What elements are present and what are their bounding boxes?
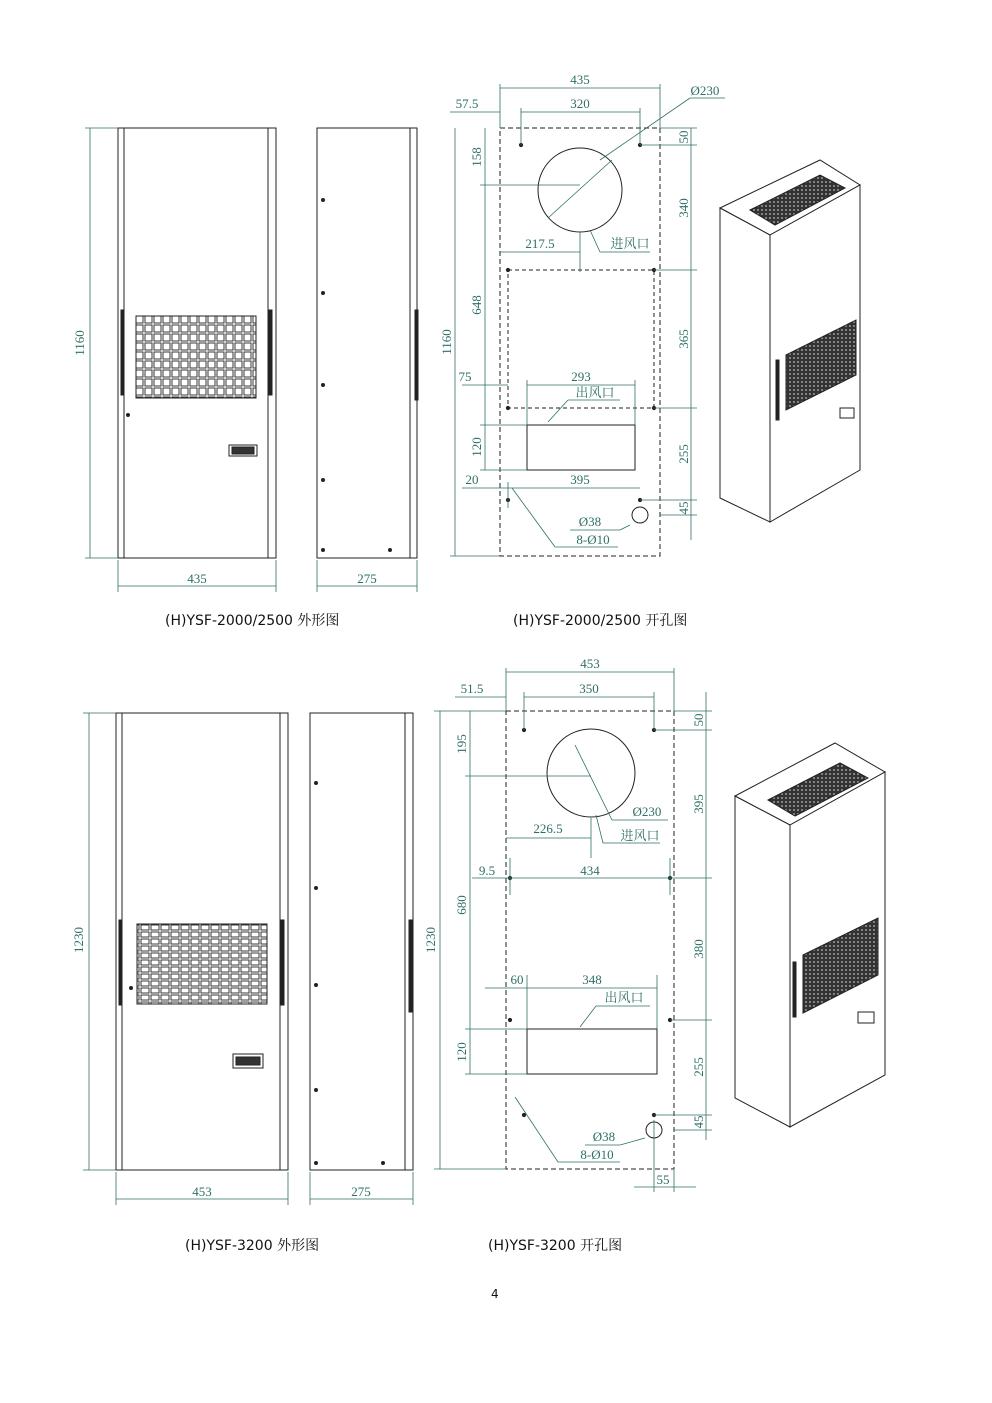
dim-75: 75 (458, 369, 472, 384)
dim-w-inner: 320 (570, 96, 590, 111)
label-inlet: 进风口 (610, 236, 650, 251)
cutout-2000 (500, 128, 660, 556)
cutout-3200 (506, 711, 674, 1169)
dim2-395: 395 (691, 794, 706, 814)
dim-screws: 8-Ø10 (576, 532, 610, 547)
front-view-3200 (116, 713, 288, 1170)
label2-outlet: 出风口 (604, 990, 644, 1005)
caption-outline-2000: (H)YSF-2000/2500 外形图 (165, 613, 340, 629)
dim-w-total: 435 (570, 72, 590, 87)
dim2-w-total: 453 (580, 656, 600, 671)
dim-120: 120 (469, 437, 484, 457)
dim-255: 255 (676, 444, 691, 464)
dim-width-2000: 435 (187, 571, 207, 586)
dim-45: 45 (676, 501, 691, 515)
dim2-380: 380 (691, 939, 706, 959)
dim-depth-3200: 275 (351, 1184, 371, 1199)
dim-648: 648 (469, 295, 484, 315)
dimension-labels (71, 72, 719, 1199)
front-view-2000 (118, 128, 276, 558)
dim2-w-inner: 350 (579, 681, 599, 696)
caption-cutout-3200: (H)YSF-3200 开孔图 (488, 1238, 623, 1254)
dim2-434: 434 (580, 863, 600, 878)
dim2-348: 348 (582, 972, 602, 987)
dim2-680: 680 (454, 895, 469, 915)
label2-inlet: 进风口 (620, 828, 660, 843)
dim2-45: 45 (691, 1115, 706, 1129)
caption-cutout-2000: (H)YSF-2000/2500 开孔图 (513, 613, 688, 629)
dim-340: 340 (676, 198, 691, 218)
dim-158: 158 (469, 147, 484, 167)
side-view-3200 (310, 713, 413, 1170)
dim-height-2000: 1160 (72, 330, 87, 356)
dim-365: 365 (676, 329, 691, 349)
page-number: 4 (491, 1287, 499, 1301)
dim-217: 217.5 (525, 236, 555, 251)
label-outlet: 出风口 (575, 385, 615, 400)
isometric-2000 (720, 160, 860, 522)
dim-depth-2000: 275 (357, 571, 377, 586)
dim-height-3200: 1230 (71, 927, 86, 953)
dim-1160: 1160 (439, 329, 454, 355)
isometric-3200 (735, 743, 885, 1127)
dim-top-off: 50 (676, 130, 691, 144)
dim-20: 20 (465, 472, 479, 487)
side-view-2000 (317, 128, 418, 558)
dim2-55: 55 (656, 1172, 670, 1187)
dim2-60: 60 (510, 972, 524, 987)
caption-outline-3200: (H)YSF-3200 外形图 (185, 1238, 320, 1254)
dim2-hole-dia: Ø230 (632, 804, 662, 819)
dim2-9: 9.5 (478, 863, 496, 878)
dim-293: 293 (571, 369, 591, 384)
dim2-left-offset: 51.5 (460, 681, 484, 696)
dim2-1230: 1230 (423, 927, 438, 953)
cutout-dims-3200 (434, 668, 712, 1192)
dim2-226: 226.5 (533, 821, 563, 836)
dim2-screws: 8-Ø10 (580, 1147, 614, 1162)
dim2-top-off: 50 (691, 713, 706, 727)
dim2-120: 120 (454, 1042, 469, 1062)
dim2-255: 255 (691, 1057, 706, 1077)
dim-hole-dia: Ø230 (690, 83, 720, 98)
dim-d38: Ø38 (578, 514, 602, 529)
dim-width-3200: 453 (192, 1184, 212, 1199)
dim2-195: 195 (454, 734, 469, 754)
dim-left-offset: 57.5 (455, 96, 479, 111)
dim-395: 395 (570, 472, 590, 487)
dim2-d38: Ø38 (592, 1129, 616, 1144)
